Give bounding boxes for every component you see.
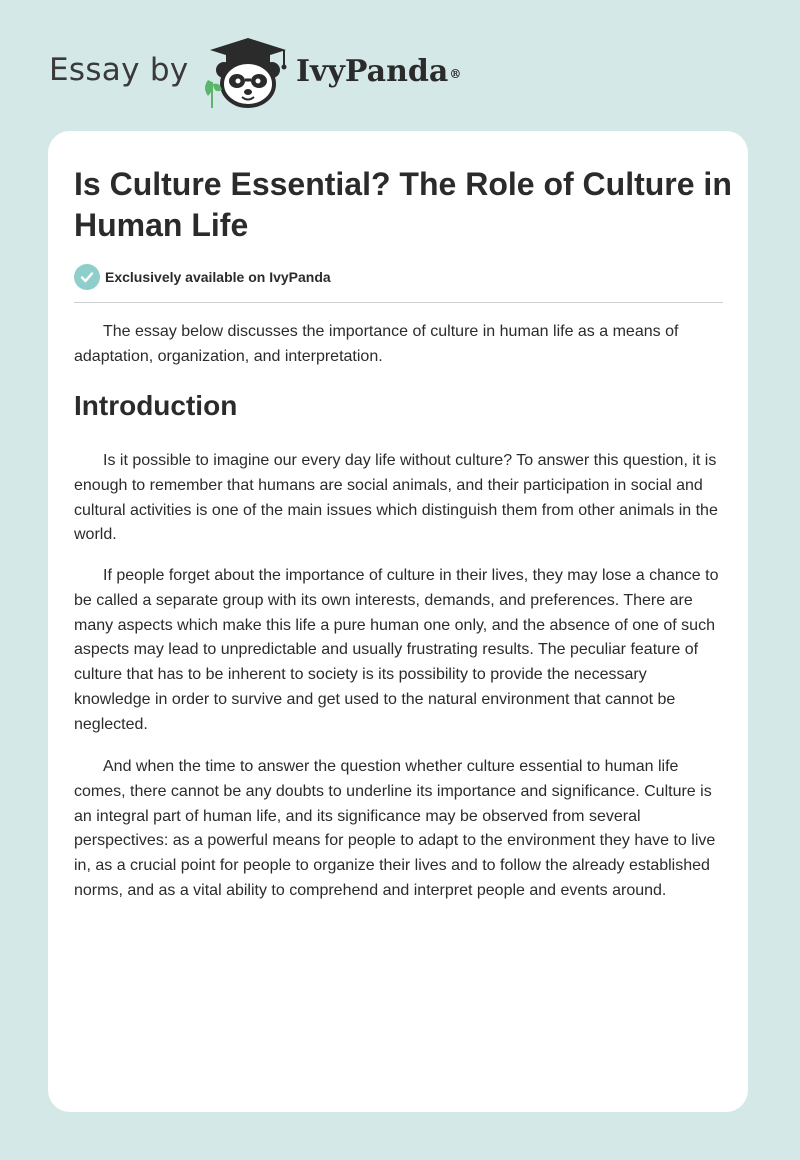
intro-paragraph: The essay below discusses the importance of culture in human life as a means of adaptation, organization, and interpretation. [74, 323, 679, 365]
badge-label: Exclusively available on IvyPanda [105, 269, 331, 285]
essay-by-label: Essay by [49, 52, 189, 88]
section-heading-introduction: Introduction [74, 390, 238, 421]
body-paragraph-3: And when the time to answer the question whether culture essential to human life comes, there cannot be any doubts to underline its importance and significance. Culture is an integral part of human life, and its significance may be observed from several perspectives: as a powerful means for people to adapt to the environment they have to live in, as a crucial point for people to organize their lives and to follow the already established norms, and as a vital ability to comprehend and interpret people and events around. [74, 758, 716, 899]
site-header [0, 0, 800, 130]
check-icon [74, 264, 100, 290]
exclusive-badge [74, 264, 331, 290]
brand-name[interactable] [296, 52, 461, 92]
panda-graduate-logo-icon[interactable] [200, 36, 296, 110]
brand-text: IvyPanda [296, 54, 449, 89]
divider [74, 302, 723, 303]
body-paragraph-2: If people forget about the importance of culture in their lives, they may lose a chance to be called a separate group with its own interests, demands, and preferences. There are many aspects which make this life a pure human one only, and the absence of one of such aspects may lead to unpredictable and usually frustrating results. The peculiar feature of culture that has to be inherent to society is its possibility to provide the necessary knowledge in order to survive and get used to the natural environment that cannot be neglected. [74, 567, 719, 733]
registered-mark: ® [449, 67, 462, 81]
page-title: Is Culture Essential? The Role of Culture in Human Life [74, 166, 732, 243]
body-paragraph-1: Is it possible to imagine our every day life without culture? To answer this question, it is enough to remember that humans are social animals, and their participation in social and cultural activities is one of the main issues which distinguish them from other animals in the world. [74, 452, 718, 544]
